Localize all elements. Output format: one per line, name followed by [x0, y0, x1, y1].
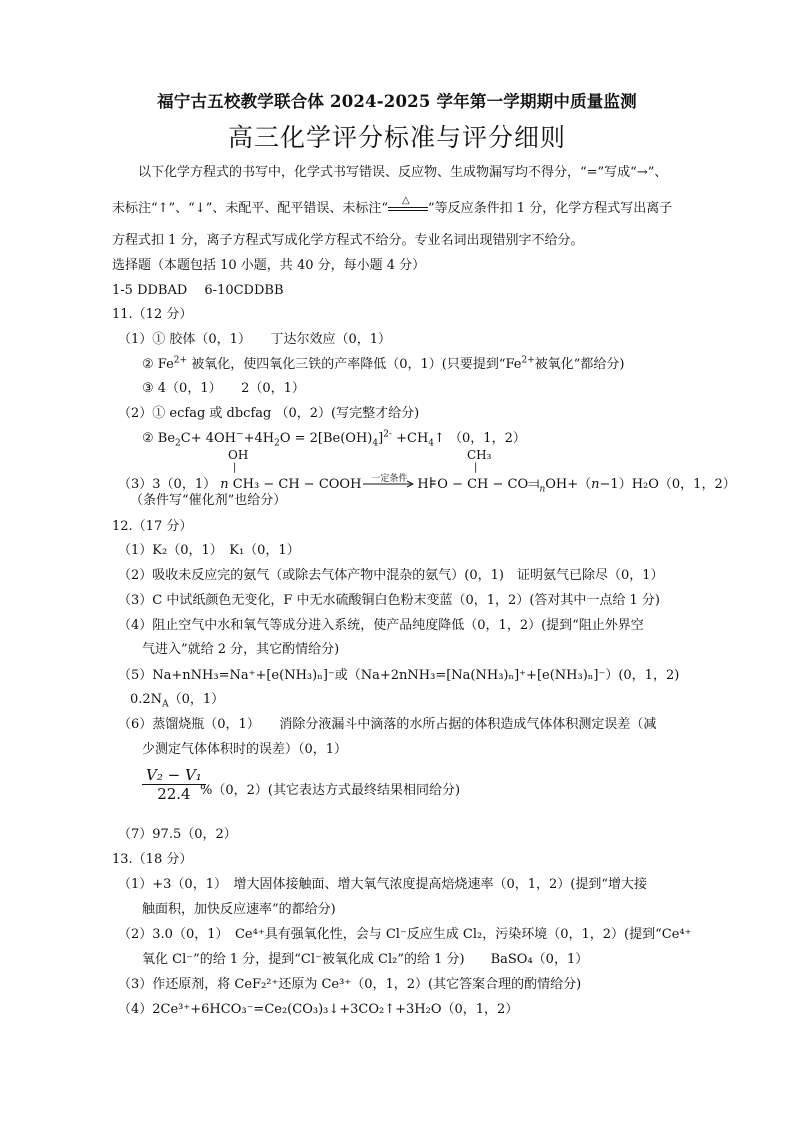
q13-line: （3）作还原剂，将 CeF₂²⁺还原为 Ce³⁺（0，1，2）(其它答案合理的酌情给分)	[118, 977, 582, 992]
superscript: −	[236, 429, 244, 440]
q11-line: （条件写“催化剂”也给分）	[130, 493, 287, 508]
q12-line: （1）K₂（0，1） K₁（0，1）	[118, 543, 300, 558]
intro-text: ”等反应条件扣 1 分，化学方程式写出离子	[428, 201, 673, 216]
heating-delta: △	[402, 194, 410, 206]
intro-paragraph-line-1: 以下化学方程式的书写中，化学式书写错误、反应物、生成物漏写均不得分，“=”写成“→”、	[138, 165, 668, 180]
q13-line: 氧化 Cl⁻”的给 1 分，提到“Cl⁻被氧化成 Cl₂”的给 1 分) BaSO₄（0，1）	[142, 952, 589, 967]
bond-line: |	[474, 462, 478, 473]
intro-paragraph-line-2	[112, 194, 754, 218]
text: −1）H₂O（0，1，2）	[599, 477, 736, 492]
subscript: A	[162, 699, 169, 710]
superscript: 2+	[521, 355, 535, 366]
text: 被氧化”都给分)	[534, 357, 625, 372]
q11-line: （1）① 胶体（0，1） 丁达尔效应（0，1）	[118, 332, 391, 347]
superscript: 2+	[173, 355, 188, 366]
q12-line: （3）C 中试纸颜色无变化，F 中无水硫酸铜白色粉末变蓝（0，1，2）(答对其中一点给 1 分)	[118, 593, 660, 608]
q12-line: （2）吸收未反应完的氨气（或除去气体产物中混杂的氨气）(0，1) 证明氨气已除尽（0，1）	[118, 568, 664, 583]
coefficient: n	[220, 477, 229, 492]
superscript: 2-	[383, 429, 392, 440]
text: ]	[378, 431, 384, 446]
q12-heading: 12.（17 分）	[112, 519, 193, 534]
q12-line: （6）蒸馏烧瓶（0，1） 消除分液漏斗中滴落的水所占据的体积造成气体体积测定误差（减	[118, 717, 657, 732]
q11-heading: 11.（12 分）	[112, 307, 193, 322]
subscript: 4	[372, 438, 379, 449]
q11-equation	[142, 430, 754, 448]
coefficient: n	[539, 484, 546, 495]
text: O = 2[Be(OH)	[279, 431, 373, 446]
q12-line: 气进入”就给 2 分，其它酌情给分)	[142, 642, 340, 657]
subscript: 4	[428, 438, 435, 449]
q13-line: （2）3.0（0，1） Ce⁴⁺具有强氧化性，会与 Cl⁻反应生成 Cl₂，污染环境（0，1，2）(提到“Ce⁴⁺	[118, 927, 692, 942]
document-title: 福宁古五校教学联合体 2024-2025 学年第一学期期中质量监测	[157, 92, 637, 111]
yield-fraction	[142, 766, 206, 803]
intro-paragraph-line-3: 方程式扣 1 分，离子方程式写成化学方程式不给分。专业名词出现错别字不给分。	[112, 233, 584, 248]
q13-line: （4）2Ce³⁺+6HCO₃⁻=Ce₂(CO₃)₃↓+3CO₂↑+3H₂O（0，1，2）	[118, 1002, 519, 1017]
q13-heading: 13.（18 分）	[112, 852, 193, 867]
q12-line: （7）97.5（0，2）	[118, 827, 237, 842]
text: +CH	[391, 431, 429, 446]
subscript: 2	[274, 438, 280, 449]
q12-line: 少测定气体体积时的误差）（0，1）	[142, 742, 348, 757]
subscript: 2	[175, 438, 181, 449]
q12-line: %（0，2）(其它表达方式最终结果相同给分)	[200, 783, 461, 798]
text: H	[417, 477, 429, 492]
document-subtitle: 高三化学评分标准与评分细则	[227, 123, 566, 152]
methyl-substituent: CH₃	[467, 448, 492, 462]
text: CH₃ − CH − COOH	[228, 477, 362, 492]
choice-answers: 1-5 DDBAD 6-10CDDBB	[112, 283, 284, 298]
text: （3）3（0，1）	[118, 477, 221, 492]
q13-line: 触面积，加快反应速率”的都给分)	[142, 902, 336, 917]
q12-line: （5）Na+nNH₃=Na⁺+[e(NH₃)ₙ]⁻或（Na+2nNH₃=[Na(NH₃)ₙ]⁺+[e(NH₃)ₙ]⁻）(0，1，2)	[118, 668, 680, 683]
bracket-left: ⊧	[428, 474, 438, 492]
bracket-right: ⫤	[528, 474, 540, 492]
q11-line: （2）① ecfag 或 dbcfag （0，2）(写完整才给分)	[118, 406, 420, 421]
intro-text: 未标注“↑”、“↓”、未配平、配平错误、未标注“	[112, 201, 389, 216]
q12-line: （4）阻止空气中水和氧气等成分进入系统，使产品纯度降低（0，1，2）(提到“阻止外界空	[118, 618, 644, 633]
q11-line	[142, 356, 754, 374]
bond-line: |	[233, 462, 237, 473]
fraction-numerator: V₂ − V₁	[142, 766, 206, 785]
q12-line	[130, 691, 754, 709]
text: 被氧化，使四氧化三铁的产率降低（0，1）(只要提到“Fe	[187, 357, 522, 372]
heating-condition-symbol	[388, 194, 428, 216]
hydroxyl-substituent: OH	[228, 448, 249, 462]
text: +4H	[243, 431, 275, 446]
text: （0，1）	[168, 692, 225, 707]
text: ↑ （0，1，2）	[434, 431, 526, 446]
q13-line: （1）+3（0，1） 增大固体接触面、增大氧气浓度提高焙烧速率（0，1，2）(提到“增大接	[118, 877, 648, 892]
text: 0.2N	[130, 692, 163, 707]
text: OH+（	[545, 477, 592, 492]
q11-polymer-equation	[118, 474, 754, 494]
text: ② Fe	[142, 357, 174, 372]
text: C+ 4OH	[180, 431, 237, 446]
text: O − CH − CO	[437, 477, 529, 492]
choice-section-heading: 选择题（本题包括 10 小题，共 40 分，每小题 4 分）	[112, 258, 426, 273]
text: ② Be	[142, 431, 176, 446]
coefficient: n	[591, 477, 600, 492]
reaction-arrow	[363, 473, 415, 492]
fraction-denominator: 22.4	[157, 785, 191, 803]
arrow-condition: 一定条件	[371, 473, 408, 484]
q11-line: ③ 4（0，1） 2（0，1）	[142, 381, 305, 396]
